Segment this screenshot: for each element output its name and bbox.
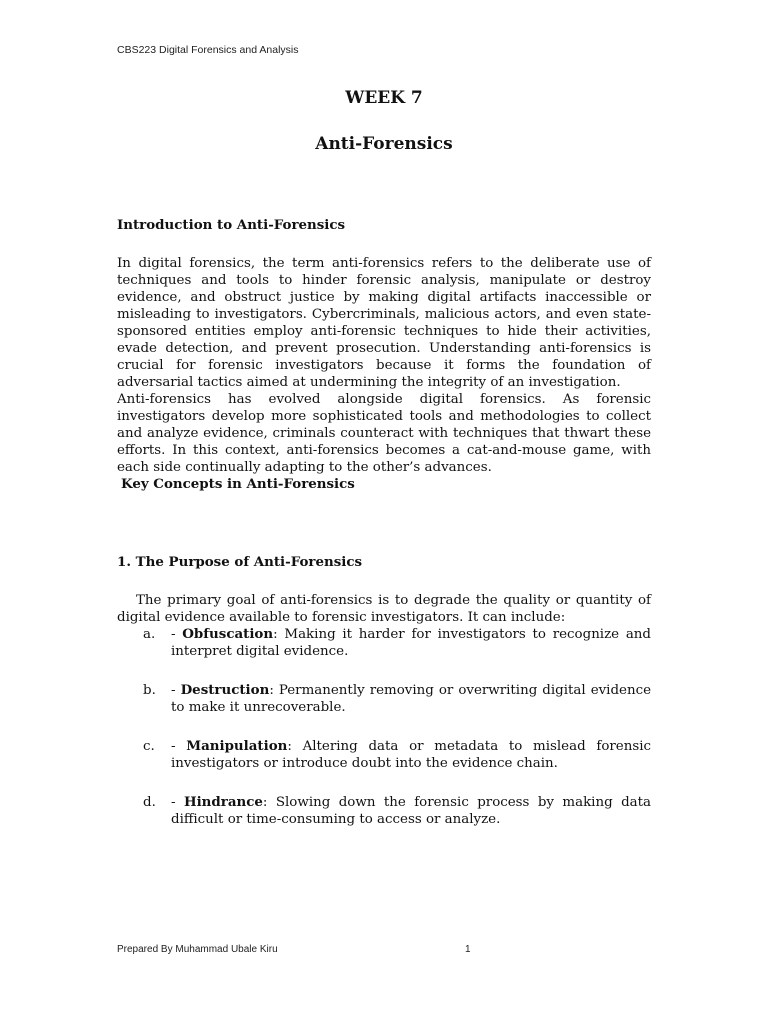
- list-dash: -: [171, 795, 184, 810]
- purpose-heading: 1. The Purpose of Anti-Forensics: [117, 554, 363, 570]
- list-term: Obfuscation: [182, 626, 274, 642]
- list-term: Manipulation: [186, 738, 288, 754]
- list-dash: -: [171, 627, 183, 642]
- list-item-destruction: [117, 682, 651, 716]
- footer-author: Prepared By Muhammad Ubale Kiru: [117, 944, 278, 955]
- list-item-obfuscation: [117, 626, 651, 660]
- purpose-paragraph: The primary goal of anti-forensics is to degrade the quality or quantity of digital evidence available to forensic investigators. It can include:: [117, 593, 651, 625]
- page-header-course: CBS223 Digital Forensics and Analysis: [117, 44, 299, 56]
- list-text: : Permanently removing or overwriting digital evidence to make it unrecoverable.: [171, 683, 652, 715]
- list-text: : Slowing down the forensic process by making data difficult or time-consuming to access or analyze.: [171, 795, 651, 827]
- page-number: 1: [465, 944, 471, 955]
- list-dash: -: [171, 739, 187, 754]
- list-marker: c.: [143, 739, 155, 754]
- intro-paragraph-1: In digital forensics, the term anti-forensics refers to the deliberate use of techniques and tools to hinder forensic analysis, manipulate or destroy evidence, and obstruct justice by making digital artifacts inaccessible or misleading to investigators. Cybercriminals, malicious actors, and even state-sponsored entities employ anti-forensic techniques to hide their activities, evade detection, and prevent prosecution. Understanding anti-forensics is crucial for forensic investigators because it forms the foundation of adversarial tactics aimed at undermining the integrity of an investigation.: [117, 256, 651, 390]
- list-item-hindrance: [117, 794, 651, 828]
- list-marker: a.: [143, 627, 156, 642]
- key-concepts-heading: Key Concepts in Anti-Forensics: [121, 476, 355, 492]
- list-text: : Making it harder for investigators to recognize and interpret digital evidence.: [171, 627, 651, 659]
- list-marker: d.: [143, 795, 156, 810]
- purpose-list: [117, 626, 651, 828]
- list-term: Hindrance: [183, 794, 263, 810]
- document-body: [117, 217, 651, 828]
- list-item-manipulation: [117, 738, 651, 772]
- intro-paragraph-2: Anti-forensics has evolved alongside digital forensics. As forensic investigators develop more sophisticated tools and methodologies to collect and analyze evidence, criminals counteract with techniques that thwart these efforts. In this context, anti-forensics becomes a cat-and-mouse game, with each side continually adapting to the other’s advances.: [117, 392, 651, 475]
- list-text: : Altering data or metadata to mislead forensic investigators or introduce doubt into the evidence chain.: [171, 739, 652, 771]
- intro-heading: Introduction to Anti-Forensics: [117, 217, 346, 233]
- list-marker: b.: [143, 683, 156, 698]
- document-title: Anti-Forensics: [315, 134, 453, 154]
- list-term: Destruction: [180, 682, 270, 698]
- week-title: WEEK 7: [345, 88, 423, 108]
- list-dash: -: [171, 683, 181, 698]
